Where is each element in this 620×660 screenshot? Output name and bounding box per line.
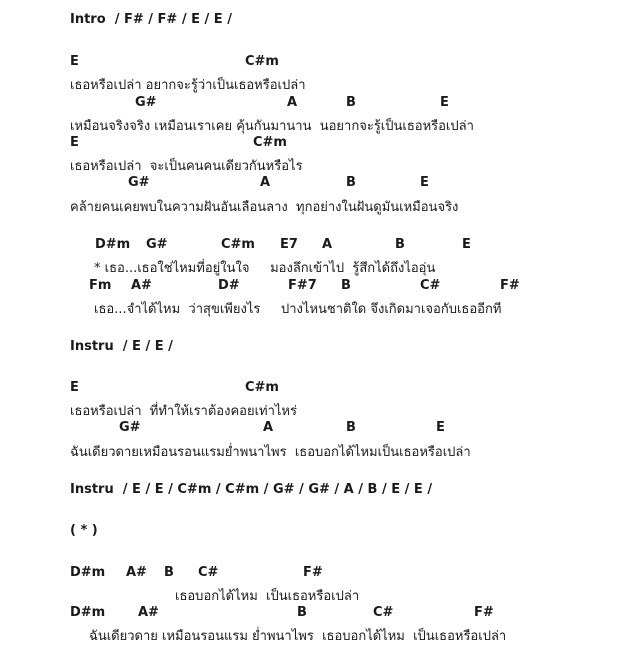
chord-label: F# (500, 278, 520, 293)
chord-label: B (341, 278, 351, 293)
chord-label: D#m (70, 605, 106, 620)
lyric-line: เธอบอกได้ไหม เป็นเธอหรือเปล่า (175, 589, 360, 604)
intro-line: Intro / F# / F# / E / E / (70, 12, 232, 27)
chord-label: B (164, 565, 174, 580)
chord-label: E (70, 54, 79, 69)
chord-label: F#7 (288, 278, 317, 293)
chord-label: E (70, 135, 79, 150)
chord-label: C#m (253, 135, 287, 150)
chord-label: C# (373, 605, 394, 620)
chord-label: B (346, 175, 356, 190)
lyric-line: ฉันเดียวดายเหมือนรอนแรมย่ำพนาไพร เธอบอกได้ไหมเป็นเธอหรือเปล่า (70, 445, 471, 460)
chord-label: G# (119, 420, 141, 435)
chord-label: D# (218, 278, 240, 293)
chorus-repeat: ( * ) (70, 523, 98, 538)
lyric-line: เธอหรือเปล่า จะเป็นคนคนเดียวกันหรือไร (70, 159, 303, 174)
chord-label: G# (135, 95, 157, 110)
chord-label: F# (303, 565, 323, 580)
chord-label: A (287, 95, 298, 110)
lyric-line: เธอ...จำได้ไหม ว่าสุขเพียงไร ปางไหนชาติใด จึงเกิดมาเจอกับเธออีกที (94, 302, 502, 317)
chord-label: A (322, 237, 333, 252)
chord-label: B (395, 237, 405, 252)
chord-label: E (70, 380, 79, 395)
chord-label: E (436, 420, 445, 435)
instrumental-line: Instru / E / E / C#m / C#m / G# / G# / A / B / E / E / (70, 482, 433, 497)
chord-label: G# (128, 175, 150, 190)
lyric-line: * เธอ...เธอใช่ไหมที่อยู่ในใจ มองลึกเข้าไป รู้สึกได้ถึงไออุ่น (94, 261, 436, 276)
chord-label: C#m (245, 54, 279, 69)
chord-label: A# (131, 278, 152, 293)
lyric-line: ฉันเดียวดาย เหมือนรอนแรม ย่ำพนาไพร เธอบอกได้ไหม เป็นเธอหรือเปล่า (89, 629, 507, 644)
lyric-line: เธอหรือเปล่า ที่ทำให้เราต้องคอยเท่าไหร่ (70, 404, 297, 419)
chord-label: E (420, 175, 429, 190)
chord-label: C# (198, 565, 219, 580)
chord-label: F# (474, 605, 494, 620)
chord-label: E7 (280, 237, 298, 252)
chord-label: D#m (70, 565, 106, 580)
chord-label: E (462, 237, 471, 252)
chord-label: G# (146, 237, 168, 252)
chord-label: C#m (221, 237, 255, 252)
chord-label: A (263, 420, 274, 435)
chord-label: B (346, 95, 356, 110)
chord-label: C#m (245, 380, 279, 395)
chord-label: C# (420, 278, 441, 293)
chord-label: A# (126, 565, 147, 580)
chord-label: D#m (95, 237, 131, 252)
chord-label: A (260, 175, 271, 190)
lyric-line: เธอหรือเปล่า อยากจะรู้ว่าเป็นเธอหรือเปล่า (70, 78, 306, 93)
instrumental-line: Instru / E / E / (70, 339, 173, 354)
chord-label: Fm (89, 278, 112, 293)
lyric-line: คล้ายคนเคยพบในความฝันอันเลือนลาง ทุกอย่างในฝันดูมันเหมือนจริง (70, 200, 459, 215)
chord-label: B (346, 420, 356, 435)
lyric-line: เหมือนจริงจริง เหมือนเราเคย คุ้นกันมานาน นอยากจะรู้เป็นเธอหรือเปล่า (70, 119, 474, 134)
chord-label: B (297, 605, 307, 620)
chord-label: A# (138, 605, 159, 620)
chord-label: E (440, 95, 449, 110)
